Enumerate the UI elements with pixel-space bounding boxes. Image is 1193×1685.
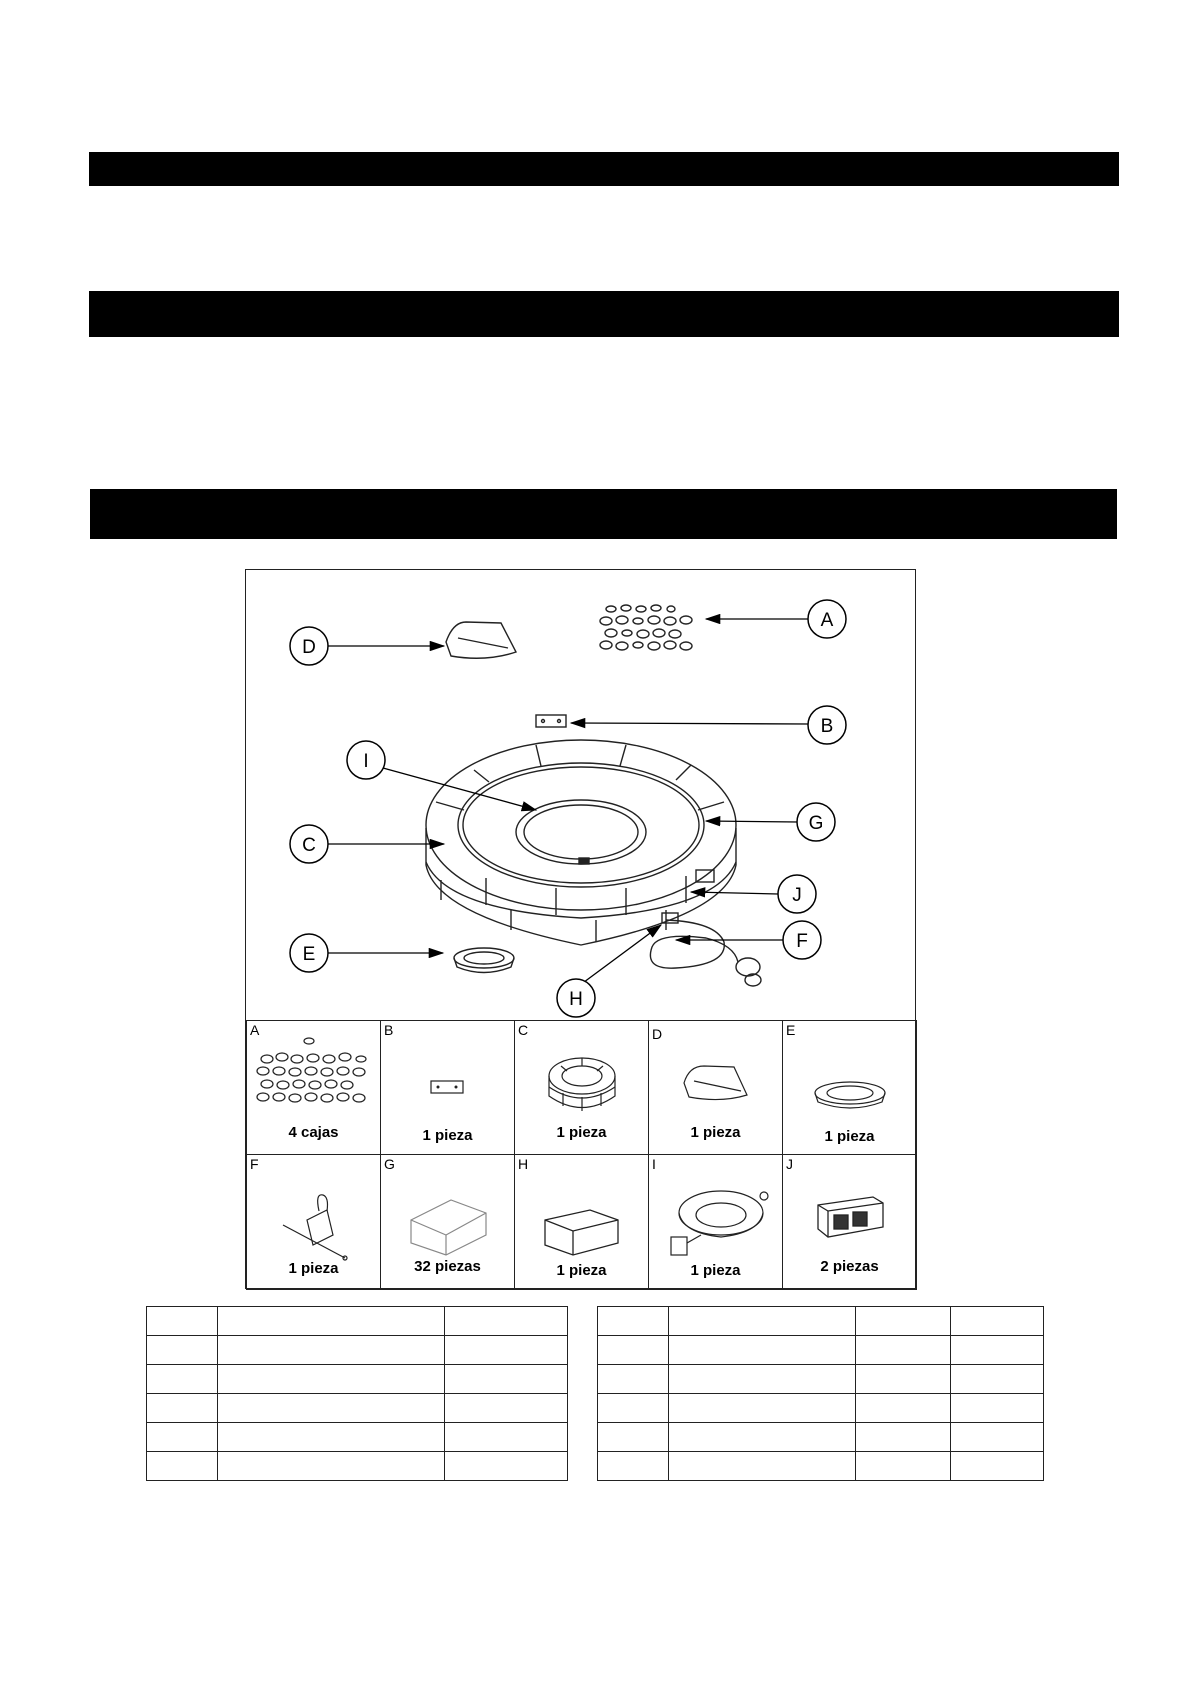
section-header-bar-3 bbox=[90, 489, 1117, 539]
section-header-bar-2 bbox=[89, 291, 1119, 337]
table-row bbox=[147, 1423, 568, 1452]
callout-label: J bbox=[792, 885, 802, 906]
igniter-icon bbox=[247, 1165, 382, 1265]
callout-circles bbox=[290, 600, 846, 1017]
part-letter: G bbox=[384, 1156, 395, 1172]
table-row bbox=[147, 1365, 568, 1394]
part-letter: A bbox=[250, 1022, 260, 1038]
callout-c bbox=[290, 825, 328, 863]
part-cell-f bbox=[246, 1154, 381, 1290]
hose-drawing bbox=[650, 913, 761, 986]
callout-label: B bbox=[820, 716, 834, 737]
table-row bbox=[598, 1336, 1044, 1365]
part-quantity: 1 pieza bbox=[824, 1128, 875, 1145]
box-icon bbox=[515, 1165, 650, 1265]
part-letter: C bbox=[518, 1022, 529, 1038]
table-row bbox=[598, 1365, 1044, 1394]
table-row bbox=[598, 1307, 1044, 1336]
callout-h bbox=[557, 979, 595, 1017]
table-row bbox=[147, 1336, 568, 1365]
callout-f bbox=[783, 921, 821, 959]
bracket-icon bbox=[381, 1031, 516, 1131]
part-quantity: 1 pieza bbox=[690, 1262, 741, 1279]
cover-icon bbox=[649, 1031, 784, 1131]
part-quantity: 1 pieza bbox=[556, 1262, 607, 1279]
callout-label: A bbox=[820, 610, 834, 631]
part-quantity: 2 piezas bbox=[820, 1258, 879, 1275]
part-cell-d bbox=[648, 1020, 783, 1155]
tray-icon bbox=[783, 1031, 918, 1131]
fire-pit-drawing bbox=[426, 740, 736, 945]
part-letter: F bbox=[250, 1156, 259, 1172]
part-letter: J bbox=[786, 1156, 793, 1172]
part-letter: D bbox=[652, 1026, 663, 1042]
part-letter: H bbox=[518, 1156, 529, 1172]
table-row bbox=[598, 1394, 1044, 1423]
callout-label: D bbox=[302, 637, 316, 658]
table-row bbox=[147, 1452, 568, 1481]
bracket-drawing bbox=[536, 715, 566, 727]
part-cell-a bbox=[246, 1020, 381, 1155]
part-cell-c bbox=[514, 1020, 649, 1155]
fire-pit-ring-icon bbox=[515, 1031, 650, 1131]
table-row bbox=[147, 1394, 568, 1423]
stone-block-icon bbox=[381, 1165, 516, 1265]
part-letter: I bbox=[652, 1156, 656, 1172]
burner-icon bbox=[649, 1165, 784, 1265]
callout-label: H bbox=[569, 989, 583, 1010]
table-row bbox=[598, 1452, 1044, 1481]
part-quantity: 1 pieza bbox=[556, 1124, 607, 1141]
callout-d bbox=[290, 627, 328, 665]
part-letter: E bbox=[786, 1022, 796, 1038]
callout-i bbox=[347, 741, 385, 779]
table-row bbox=[598, 1423, 1044, 1452]
part-quantity: 4 cajas bbox=[288, 1124, 339, 1141]
callout-label: E bbox=[302, 944, 316, 965]
lava-rocks-drawing bbox=[600, 605, 692, 650]
parts-table-left bbox=[146, 1306, 568, 1481]
part-cell-i bbox=[648, 1154, 783, 1290]
cover-drawing bbox=[446, 622, 516, 658]
parts-diagram bbox=[245, 569, 916, 1289]
callout-label: I bbox=[363, 751, 369, 772]
callout-label: C bbox=[302, 835, 316, 856]
part-quantity: 1 pieza bbox=[288, 1260, 339, 1277]
tray-drawing bbox=[454, 948, 514, 973]
part-cell-j bbox=[782, 1154, 917, 1290]
vent-cover-icon bbox=[783, 1165, 918, 1265]
part-quantity: 32 piezas bbox=[414, 1258, 481, 1275]
part-cell-e bbox=[782, 1020, 917, 1155]
callout-e bbox=[290, 934, 328, 972]
lava-rocks-icon bbox=[247, 1031, 382, 1131]
table-row bbox=[147, 1307, 568, 1336]
part-cell-b bbox=[380, 1020, 515, 1155]
part-letter: B bbox=[384, 1022, 394, 1038]
part-cell-h bbox=[514, 1154, 649, 1290]
part-quantity: 1 pieza bbox=[690, 1124, 741, 1141]
parts-table-right bbox=[597, 1306, 1044, 1481]
callout-label: F bbox=[796, 931, 808, 952]
callout-lines bbox=[324, 619, 809, 988]
callout-label: G bbox=[808, 813, 824, 834]
callout-g bbox=[797, 803, 835, 841]
section-header-bar-1 bbox=[89, 152, 1119, 186]
callout-j bbox=[778, 875, 816, 913]
callout-b bbox=[808, 706, 846, 744]
part-cell-g bbox=[380, 1154, 515, 1290]
assembly-overview bbox=[426, 605, 761, 986]
part-quantity: 1 pieza bbox=[422, 1127, 473, 1144]
callout-a bbox=[808, 600, 846, 638]
